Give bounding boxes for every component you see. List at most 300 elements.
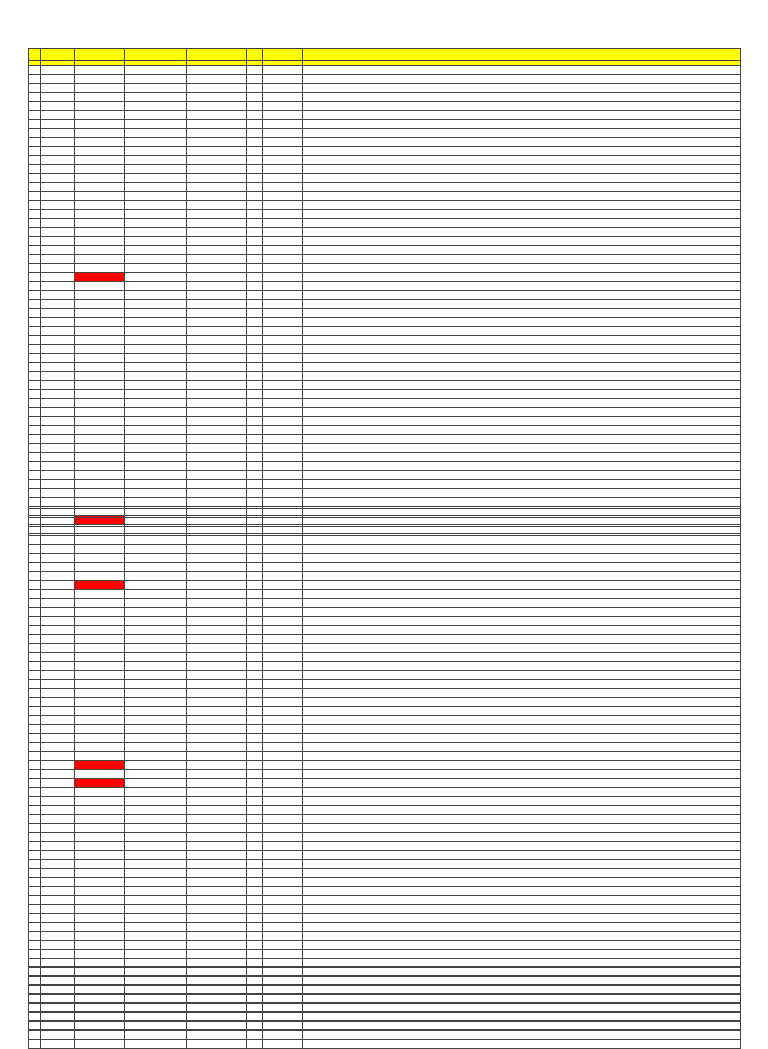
table-row xyxy=(29,824,741,833)
table-cell xyxy=(125,851,187,860)
table-cell xyxy=(303,408,741,417)
table-row xyxy=(29,761,741,770)
table-cell xyxy=(187,860,247,869)
table-cell xyxy=(247,527,263,536)
table-cell xyxy=(75,372,125,381)
table-row xyxy=(29,743,741,752)
table-cell xyxy=(187,453,247,462)
table-row xyxy=(29,264,741,273)
table-row xyxy=(29,93,741,102)
table-cell xyxy=(187,842,247,851)
table-cell xyxy=(75,967,125,976)
table-cell xyxy=(29,734,41,743)
table-cell xyxy=(247,156,263,165)
table-cell xyxy=(187,426,247,435)
table-cell xyxy=(187,489,247,498)
table-cell xyxy=(303,635,741,644)
table-cell xyxy=(247,255,263,264)
table-cell xyxy=(247,779,263,788)
table-cell xyxy=(41,120,75,129)
table-cell xyxy=(187,237,247,246)
table-cell xyxy=(247,1012,263,1021)
table-row xyxy=(29,626,741,635)
table-cell xyxy=(41,246,75,255)
data-table xyxy=(28,48,741,534)
table-cell xyxy=(187,887,247,896)
table-cell xyxy=(187,138,247,147)
table-cell xyxy=(187,590,247,599)
table-cell xyxy=(29,617,41,626)
table-cell xyxy=(263,941,303,950)
data-table xyxy=(28,966,741,1030)
table-cell xyxy=(303,336,741,345)
table-cell xyxy=(247,84,263,93)
table-cell xyxy=(75,1031,125,1040)
table-cell xyxy=(303,75,741,84)
table-row xyxy=(29,111,741,120)
table-cell xyxy=(125,318,187,327)
table-cell xyxy=(263,725,303,734)
table-cell xyxy=(125,950,187,959)
table-cell xyxy=(303,84,741,93)
table-cell xyxy=(41,950,75,959)
table-cell xyxy=(263,291,303,300)
table-cell xyxy=(187,354,247,363)
table-cell xyxy=(75,842,125,851)
table-cell xyxy=(303,752,741,761)
table-cell xyxy=(187,985,247,994)
table-cell xyxy=(263,806,303,815)
table-cell xyxy=(247,444,263,453)
table-cell xyxy=(263,1021,303,1030)
table-cell xyxy=(247,291,263,300)
table-cell xyxy=(41,309,75,318)
table-cell xyxy=(29,743,41,752)
table-row xyxy=(29,976,741,985)
table-cell xyxy=(125,914,187,923)
table-cell xyxy=(29,608,41,617)
table-cell xyxy=(247,228,263,237)
table-cell xyxy=(187,599,247,608)
table-cell xyxy=(41,462,75,471)
table-cell xyxy=(247,336,263,345)
table-cell xyxy=(29,707,41,716)
table-cell xyxy=(263,183,303,192)
table-cell xyxy=(247,1021,263,1030)
table-cell xyxy=(29,536,41,545)
table-cell xyxy=(41,183,75,192)
table-cell xyxy=(125,102,187,111)
table-cell xyxy=(187,192,247,201)
table-row xyxy=(29,138,741,147)
table-cell xyxy=(75,590,125,599)
table-cell xyxy=(187,941,247,950)
table-cell xyxy=(263,653,303,662)
table-cell xyxy=(41,255,75,264)
table-cell xyxy=(41,671,75,680)
table-cell xyxy=(303,572,741,581)
table-cell xyxy=(247,518,263,527)
table-cell xyxy=(75,201,125,210)
table-cell xyxy=(29,644,41,653)
table-cell xyxy=(75,635,125,644)
table-cell xyxy=(247,1040,263,1049)
table-cell xyxy=(125,156,187,165)
table-cell xyxy=(187,779,247,788)
table-cell xyxy=(29,462,41,471)
table-cell xyxy=(247,976,263,985)
table-cell xyxy=(41,644,75,653)
table-cell xyxy=(187,75,247,84)
table-row xyxy=(29,635,741,644)
table-cell xyxy=(303,138,741,147)
table-cell xyxy=(263,327,303,336)
table-cell xyxy=(29,309,41,318)
table-cell xyxy=(247,905,263,914)
table-cell xyxy=(75,770,125,779)
table-cell xyxy=(29,572,41,581)
table-cell xyxy=(41,408,75,417)
table-cell xyxy=(125,976,187,985)
table-cell xyxy=(303,273,741,282)
table-cell xyxy=(247,752,263,761)
table-cell xyxy=(263,345,303,354)
table-row xyxy=(29,309,741,318)
table-cell xyxy=(247,806,263,815)
table-cell xyxy=(303,129,741,138)
table-cell xyxy=(303,518,741,527)
table-cell xyxy=(125,869,187,878)
table-cell xyxy=(29,761,41,770)
table-cell xyxy=(187,435,247,444)
table-cell xyxy=(75,1003,125,1012)
table-cell xyxy=(303,833,741,842)
table-cell xyxy=(247,545,263,554)
table-cell xyxy=(75,536,125,545)
table-cell xyxy=(303,878,741,887)
table-cell xyxy=(29,120,41,129)
table-cell xyxy=(75,878,125,887)
table-cell xyxy=(41,498,75,507)
table-row xyxy=(29,653,741,662)
table-cell xyxy=(303,435,741,444)
table-cell xyxy=(263,967,303,976)
table-cell xyxy=(29,797,41,806)
table-cell xyxy=(303,255,741,264)
table-cell xyxy=(41,156,75,165)
table-cell xyxy=(187,327,247,336)
table-row xyxy=(29,390,741,399)
table-cell xyxy=(75,950,125,959)
table-cell xyxy=(125,923,187,932)
table-cell xyxy=(263,932,303,941)
table-cell xyxy=(75,462,125,471)
table-cell xyxy=(75,318,125,327)
table-cell xyxy=(247,985,263,994)
table-cell xyxy=(125,462,187,471)
table-row xyxy=(29,941,741,950)
table-row xyxy=(29,381,741,390)
table-cell xyxy=(263,201,303,210)
table-cell xyxy=(41,1021,75,1030)
table-cell xyxy=(41,743,75,752)
table-cell xyxy=(187,291,247,300)
table-cell xyxy=(187,111,247,120)
table-cell xyxy=(75,282,125,291)
table-cell xyxy=(263,635,303,644)
table-cell xyxy=(187,102,247,111)
table-cell xyxy=(263,192,303,201)
table-cell xyxy=(263,372,303,381)
table-cell xyxy=(29,174,41,183)
table-cell xyxy=(29,1021,41,1030)
table-cell xyxy=(125,797,187,806)
table-cell xyxy=(125,93,187,102)
table-cell xyxy=(29,563,41,572)
table-row xyxy=(29,372,741,381)
table-block-3 xyxy=(28,966,740,1030)
table-cell xyxy=(303,291,741,300)
table-cell xyxy=(187,518,247,527)
table-cell xyxy=(29,671,41,680)
table-cell xyxy=(75,797,125,806)
table-cell xyxy=(187,680,247,689)
table-cell xyxy=(187,300,247,309)
table-cell xyxy=(41,93,75,102)
table-cell xyxy=(125,689,187,698)
table-cell xyxy=(125,435,187,444)
table-cell xyxy=(75,824,125,833)
table-cell xyxy=(125,617,187,626)
table-cell xyxy=(247,761,263,770)
table-cell xyxy=(187,174,247,183)
table-cell xyxy=(75,381,125,390)
table-cell xyxy=(75,399,125,408)
table-cell xyxy=(247,635,263,644)
table-cell xyxy=(303,779,741,788)
table-cell xyxy=(29,156,41,165)
table-cell xyxy=(41,779,75,788)
table-cell xyxy=(41,590,75,599)
table-cell xyxy=(29,994,41,1003)
table-cell xyxy=(125,887,187,896)
table-cell xyxy=(75,941,125,950)
table-row xyxy=(29,1003,741,1012)
table-cell xyxy=(303,509,741,518)
table-cell xyxy=(247,788,263,797)
table-cell xyxy=(29,887,41,896)
table-row xyxy=(29,617,741,626)
table-row xyxy=(29,869,741,878)
table-cell xyxy=(29,273,41,282)
table-cell xyxy=(187,824,247,833)
table-cell xyxy=(263,381,303,390)
table-cell xyxy=(303,453,741,462)
table-cell xyxy=(187,480,247,489)
table-cell xyxy=(247,435,263,444)
table-cell xyxy=(187,653,247,662)
table-cell xyxy=(29,300,41,309)
table-cell xyxy=(41,932,75,941)
table-cell xyxy=(263,662,303,671)
table-cell xyxy=(75,716,125,725)
table-cell xyxy=(41,518,75,527)
table-cell xyxy=(75,1040,125,1049)
table-cell xyxy=(75,480,125,489)
table-cell xyxy=(263,994,303,1003)
table-cell xyxy=(247,408,263,417)
table-cell xyxy=(187,932,247,941)
table-cell xyxy=(247,671,263,680)
table-cell xyxy=(263,66,303,75)
table-cell xyxy=(41,111,75,120)
table-cell xyxy=(125,653,187,662)
table-cell xyxy=(263,527,303,536)
table-cell xyxy=(41,282,75,291)
table-cell xyxy=(263,165,303,174)
table-cell xyxy=(303,590,741,599)
table-cell xyxy=(75,815,125,824)
table-cell xyxy=(247,165,263,174)
table-cell xyxy=(247,111,263,120)
table-cell xyxy=(263,462,303,471)
table-cell xyxy=(125,480,187,489)
table-cell xyxy=(303,869,741,878)
table-cell xyxy=(125,878,187,887)
table-cell xyxy=(29,66,41,75)
table-cell xyxy=(303,599,741,608)
table-cell xyxy=(247,399,263,408)
table-row xyxy=(29,914,741,923)
table-cell xyxy=(41,689,75,698)
table-row xyxy=(29,1012,741,1021)
table-cell xyxy=(303,174,741,183)
table-cell xyxy=(187,147,247,156)
table-cell xyxy=(247,345,263,354)
table-cell xyxy=(187,210,247,219)
table-cell xyxy=(263,498,303,507)
table-cell xyxy=(29,509,41,518)
table-row xyxy=(29,426,741,435)
table-cell xyxy=(75,192,125,201)
table-cell xyxy=(29,336,41,345)
table-cell xyxy=(125,372,187,381)
table-cell xyxy=(263,896,303,905)
table-cell xyxy=(247,707,263,716)
table-cell xyxy=(263,842,303,851)
table-cell xyxy=(41,1003,75,1012)
table-cell xyxy=(247,590,263,599)
table-cell xyxy=(29,183,41,192)
table-row xyxy=(29,1031,741,1040)
table-cell xyxy=(247,716,263,725)
table-cell xyxy=(303,842,741,851)
table-cell xyxy=(263,680,303,689)
table-cell xyxy=(29,976,41,985)
table-cell xyxy=(29,626,41,635)
table-cell xyxy=(41,761,75,770)
table-cell xyxy=(75,545,125,554)
table-cell xyxy=(247,581,263,590)
table-cell xyxy=(29,932,41,941)
table-cell xyxy=(29,129,41,138)
table-cell xyxy=(29,941,41,950)
table-row xyxy=(29,471,741,480)
table-cell xyxy=(303,797,741,806)
table-cell xyxy=(303,932,741,941)
table-cell xyxy=(303,536,741,545)
table-cell xyxy=(125,426,187,435)
table-cell xyxy=(247,102,263,111)
table-cell xyxy=(75,75,125,84)
table-cell xyxy=(29,545,41,554)
table-cell xyxy=(263,426,303,435)
table-row xyxy=(29,860,741,869)
table-cell xyxy=(29,417,41,426)
table-cell xyxy=(41,417,75,426)
table-row xyxy=(29,662,741,671)
table-cell xyxy=(263,545,303,554)
table-cell xyxy=(187,318,247,327)
table-cell xyxy=(263,887,303,896)
table-cell xyxy=(75,183,125,192)
table-cell xyxy=(247,554,263,563)
table-row xyxy=(29,554,741,563)
table-cell xyxy=(247,851,263,860)
table-cell xyxy=(29,444,41,453)
table-cell xyxy=(247,498,263,507)
table-cell xyxy=(187,527,247,536)
table-cell xyxy=(303,327,741,336)
table-cell xyxy=(263,869,303,878)
table-cell xyxy=(187,752,247,761)
table-cell xyxy=(263,210,303,219)
table-row xyxy=(29,851,741,860)
table-cell xyxy=(75,129,125,138)
table-cell xyxy=(75,779,125,788)
table-cell xyxy=(29,165,41,174)
table-row xyxy=(29,228,741,237)
table-cell xyxy=(29,426,41,435)
table-row xyxy=(29,797,741,806)
table-cell xyxy=(263,608,303,617)
table-cell xyxy=(125,1031,187,1040)
table-row xyxy=(29,183,741,192)
table-cell xyxy=(247,698,263,707)
table-cell xyxy=(41,734,75,743)
table-cell xyxy=(41,138,75,147)
table-cell xyxy=(125,967,187,976)
table-cell xyxy=(125,860,187,869)
table-cell xyxy=(263,752,303,761)
table-cell xyxy=(263,84,303,93)
table-row xyxy=(29,66,741,75)
table-cell xyxy=(41,399,75,408)
table-cell xyxy=(303,345,741,354)
table-cell xyxy=(263,75,303,84)
table-row xyxy=(29,417,741,426)
table-cell xyxy=(247,129,263,138)
table-cell xyxy=(125,300,187,309)
table-cell xyxy=(29,860,41,869)
table-cell xyxy=(29,354,41,363)
table-cell xyxy=(263,435,303,444)
table-cell xyxy=(75,896,125,905)
table-cell xyxy=(125,815,187,824)
table-row xyxy=(29,435,741,444)
table-cell xyxy=(75,887,125,896)
table-cell xyxy=(29,779,41,788)
